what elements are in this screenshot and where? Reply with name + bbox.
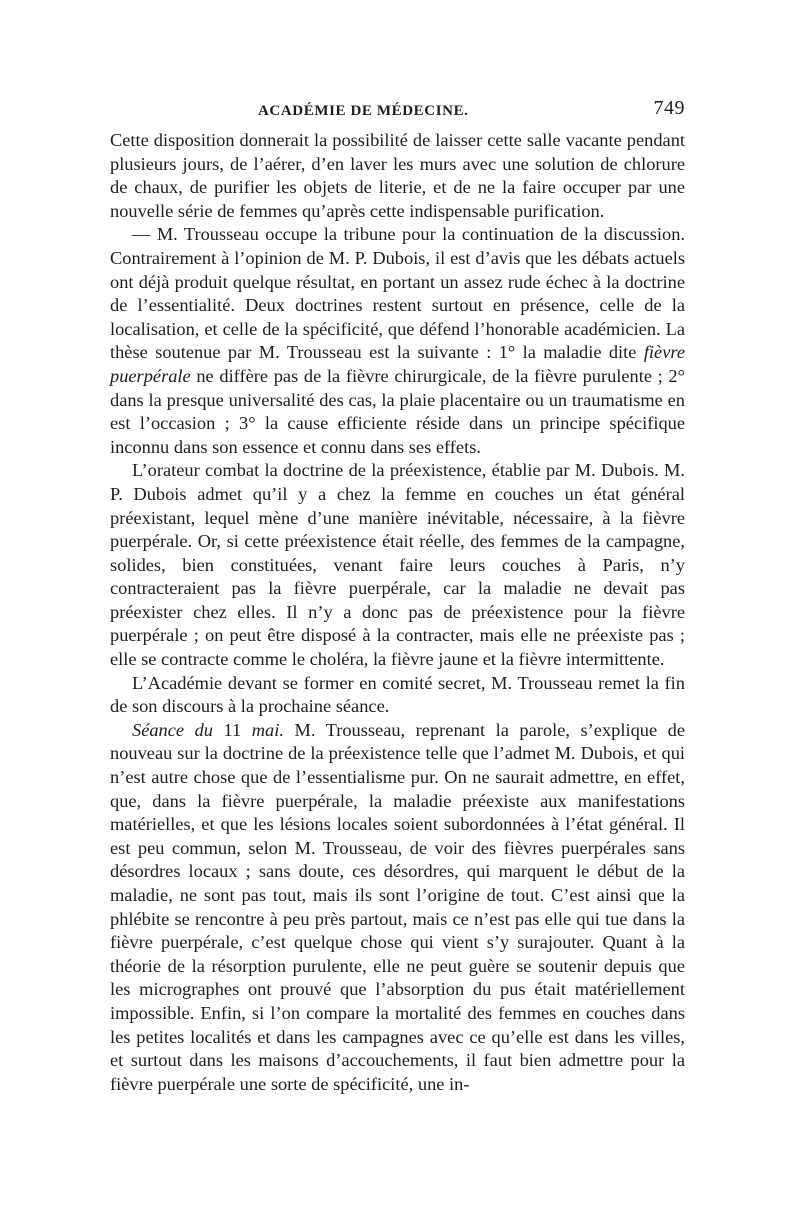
book-page bbox=[110, 95, 685, 1096]
paragraph-2-part-1: — M. Trousseau occupe la tribune pour la continuation de la discussion. Contrairement à l’opinion de M. P. Dubois, il est d’avis que les débats actuels ont déjà produit quelque résultat, en portant un assez rude échec à la doctrine de l’essentialité. Deux doctrines restent surtout en présence, celle de la localisation, et celle de la spécificité, que défend l’honorable académicien. La thèse soutenue par M. Trousseau est la suivante : 1° la maladie dite bbox=[110, 224, 685, 363]
paragraph-3: L’orateur combat la doctrine de la préexistence, établie par M. Dubois. M. P. Dubois admet qu’il y a chez la femme en couches un état général préexistant, lequel mène d’une manière inévitable, nécessaire, à la fièvre puerpérale. Or, si cette préexistence était réelle, des femmes de la campagne, solides, bien constituées, venant faire leurs couches à Paris, n’y contracteraient pas la fièvre puerpérale, car la maladie ne devait pas préexister chez elles. Il n’y a donc pas de préexistence pour la fièvre puerpérale ; on peut être disposé à la contracter, mais elle ne préexiste pas ; elle se contracte comme le choléra, la fièvre jaune et la fièvre intermittente. bbox=[110, 460, 685, 670]
paragraph-5 bbox=[110, 719, 685, 1097]
paragraph-2-part-2: ne diffère pas de la fièvre chirurgicale, de la fièvre purulente ; 2° dans la presque universalité des cas, la plaie placentaire ou un traumatisme en est l’occasion ; 3° la cause efficiente réside dans un principe spécifique inconnu dans son essence et connu dans ses effets. bbox=[110, 365, 685, 457]
running-title: ACADÉMIE DE MÉDECINE. bbox=[258, 103, 469, 119]
running-header bbox=[110, 95, 685, 129]
body-text bbox=[110, 129, 685, 1096]
session-month: mai. bbox=[251, 719, 284, 740]
paragraph-4: L’Académie devant se former en comité secret, M. Trousseau remet la fin de son discours à la prochaine séance. bbox=[110, 672, 685, 717]
paragraph-2 bbox=[110, 223, 685, 459]
session-day: 11 bbox=[213, 719, 252, 740]
session-label: Séance du bbox=[132, 719, 213, 740]
paragraph-2-italic: fièvre puerpérale bbox=[110, 342, 685, 386]
paragraph-1: Cette disposition donnerait la possibilité de laisser cette salle vacante pendant plusieurs jours, de l’aérer, d’en laver les murs avec une solution de chlorure de chaux, de purifier les objets de literie, et de ne la faire occuper par une nouvelle série de femmes qu’après cette indispensable purification. bbox=[110, 130, 685, 221]
paragraph-5-text: M. Trousseau, reprenant la parole, s’explique de nouveau sur la doctrine de la préexistence telle que l’admet M. Dubois, et qui n’est autre chose que de l’essentialisme pur. On ne saurait admettre, en effet, que, dans la fièvre puerpérale, la maladie préexiste aux manifestations matérielles, et que les lésions locales soient subordonnées à l’état général. Il est peu commun, selon M. Trousseau, de voir des fièvres puerpérales sans désordres locaux ; sans doute, ces désordres, qui marquent le début de la maladie, ne sont pas tout, mais ils sont l’origine de tout. C’est ainsi que la phlébite se rencontre à peu près partout, mais ce n’est pas elle qui tue dans la fièvre puerpérale, c’est quelque chose qui vient s’y surajouter. Quant à la théorie de la résorption purulente, elle ne peut guère se soutenir depuis que les micrographes ont prouvé que l’absorption du pus était matériellement impossible. Enfin, si l’on compare la mortalité des femmes en couches dans les petites localités et dans les campagnes avec ce qu’elle est dans les villes, et surtout dans les maisons d’accouchements, il faut bien admettre pour la fièvre puerpérale une sorte de spécificité, une in- bbox=[110, 719, 686, 1094]
page-number: 749 bbox=[653, 97, 685, 119]
